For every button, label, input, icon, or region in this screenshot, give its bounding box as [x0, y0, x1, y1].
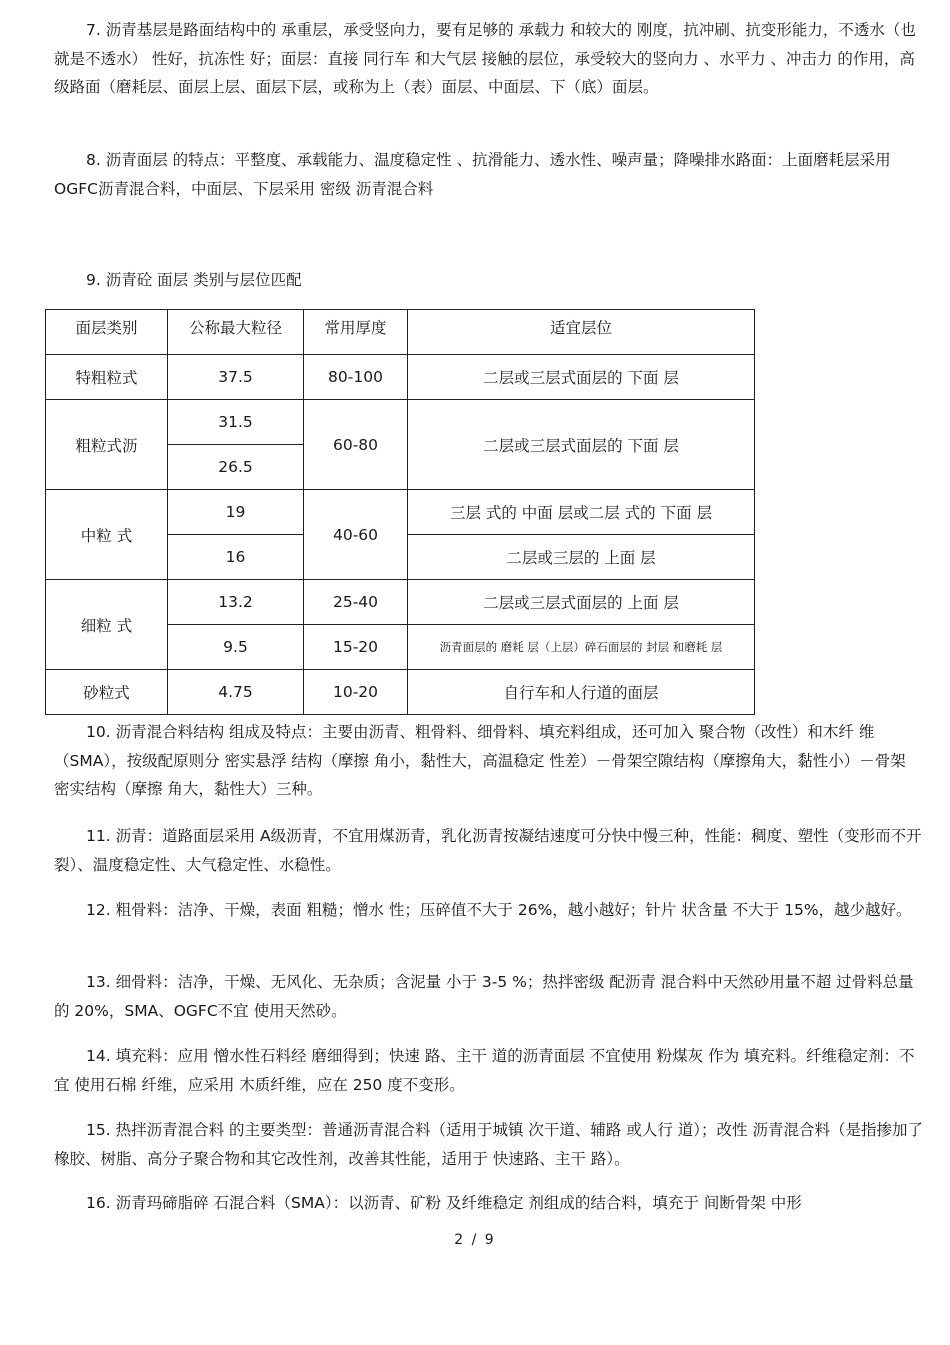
table-row: [46, 400, 755, 445]
page-number: 2 / 9: [454, 1232, 496, 1248]
cell-layer: 二层或三层式面层的 下面 层: [408, 400, 755, 490]
header-size: 公称最大粒径: [168, 310, 304, 355]
paragraph-16: 16. 沥青玛碲脂碎 石混合料（SMA）：以沥青、矿粉 及纤维稳定 剂组成的结合料，填充于 间断骨架 中形: [86, 1194, 802, 1212]
table-row: [46, 580, 755, 625]
cell-thickness: 10-20: [304, 670, 408, 715]
cell-layer: 自行车和人行道的面层: [408, 670, 755, 715]
cell-thickness: 15-20: [304, 625, 408, 670]
paragraph-8: 8. 沥青面层 的特点：平整度、承载能力、温度稳定性 、抗滑能力、透水性、噪声量；降噪排水路面：上面磨耗层采用 OGFC沥青混合料，中面层、下层采用 密级 沥青混合料: [54, 151, 891, 198]
cell-size: 37.5: [168, 355, 304, 400]
paragraph-7: 7. 沥青基层是路面结构中的 承重层，承受竖向力，要有足够的 承载力 和较大的 刚度，抗冲刷、抗变形能力，不透水（也就是不透水） 性好，抗冻性 好；面层：直接 同行车 和大气层 接触的层位，承受较大的竖向力 、水平力 、冲击力 的作用，高级路面（磨耗层、面层上层、面层下层，或称为上（表）面层、中面层、下（底）面层。: [54, 21, 916, 96]
header-thickness: 常用厚度: [304, 310, 408, 355]
cell-size: 31.5: [168, 400, 304, 445]
cell-thickness: 80-100: [304, 355, 408, 400]
cell-thickness: 60-80: [304, 400, 408, 490]
cell-layer: 三层 式的 中面 层或二层 式的 下面 层: [408, 490, 755, 535]
paragraph-15: 15. 热拌沥青混合料 的主要类型：普通沥青混合料（适用于城镇 次干道、辅路 或人行 道）；改性 沥青混合料（是指掺加了橡胶、树脂、高分子聚合物和其它改性剂，改善其性能，适用于 快速路、主干 路）。: [54, 1121, 923, 1168]
table-row: [46, 355, 755, 400]
cell-category: 特粗粒式: [46, 355, 168, 400]
cell-thickness: 40-60: [304, 490, 408, 580]
cell-category: 粗粒式沥: [46, 400, 168, 490]
cell-size: 4.75: [168, 670, 304, 715]
cell-category: 中粒 式: [46, 490, 168, 580]
cell-thickness: 25-40: [304, 580, 408, 625]
cell-layer: 沥青面层的 磨耗 层（上层）碎石面层的 封层 和磨耗 层: [408, 625, 755, 670]
cell-size: 16: [168, 535, 304, 580]
paragraph-10: 10. 沥青混合料结构 组成及特点：主要由沥青、粗骨料、细骨料、填充料组成，还可加入 聚合物（改性）和木纤 维（SMA），按级配原则分 密实悬浮 结构（摩擦 角小，黏性大，高温稳定 性差）－骨架空隙结构（摩擦角大，黏性小）－骨架 密实结构（摩擦 角大，黏性大）三种。: [54, 723, 906, 798]
paragraph-11: 11. 沥青：道路面层采用 A级沥青，不宜用煤沥青，乳化沥青按凝结速度可分快中慢三种，性能：稠度、塑性（变形而不开裂）、温度稳定性、大气稳定性、水稳性。: [54, 827, 922, 874]
header-category: 面层类别: [46, 310, 168, 355]
cell-size: 19: [168, 490, 304, 535]
paragraph-13: 13. 细骨料：洁净，干燥、无风化、无杂质；含泥量 小于 3-5 %；热拌密级 配沥青 混合料中天然砂用量不超 过骨料总量的 20%，SMA、OGFC不宜 使用天然砂。: [54, 973, 914, 1020]
cell-category: 砂粒式: [46, 670, 168, 715]
cell-category: 细粒 式: [46, 580, 168, 670]
table-row: [46, 490, 755, 535]
cell-layer: 二层或三层式面层的 上面 层: [408, 580, 755, 625]
asphalt-layer-table: [45, 309, 755, 715]
table-caption: 9. 沥青砼 面层 类别与层位匹配: [86, 271, 302, 289]
cell-size: 13.2: [168, 580, 304, 625]
paragraph-12: 12. 粗骨料：洁净、干燥，表面 粗糙；憎水 性；压碎值不大于 26%，越小越好；针片 状含量 不大于 15%，越少越好。: [86, 901, 912, 919]
cell-layer: 二层或三层式面层的 下面 层: [408, 355, 755, 400]
header-layer: 适宜层位: [408, 310, 755, 355]
cell-layer: 二层或三层的 上面 层: [408, 535, 755, 580]
table-row: [46, 670, 755, 715]
cell-size: 9.5: [168, 625, 304, 670]
paragraph-14: 14. 填充料：应用 憎水性石料经 磨细得到；快速 路、主干 道的沥青面层 不宜使用 粉煤灰 作为 填充料。纤维稳定剂：不宜 使用石棉 纤维，应采用 木质纤维，应在 250 度不变形。: [54, 1047, 915, 1094]
table-header-row: [46, 310, 755, 355]
cell-size: 26.5: [168, 445, 304, 490]
